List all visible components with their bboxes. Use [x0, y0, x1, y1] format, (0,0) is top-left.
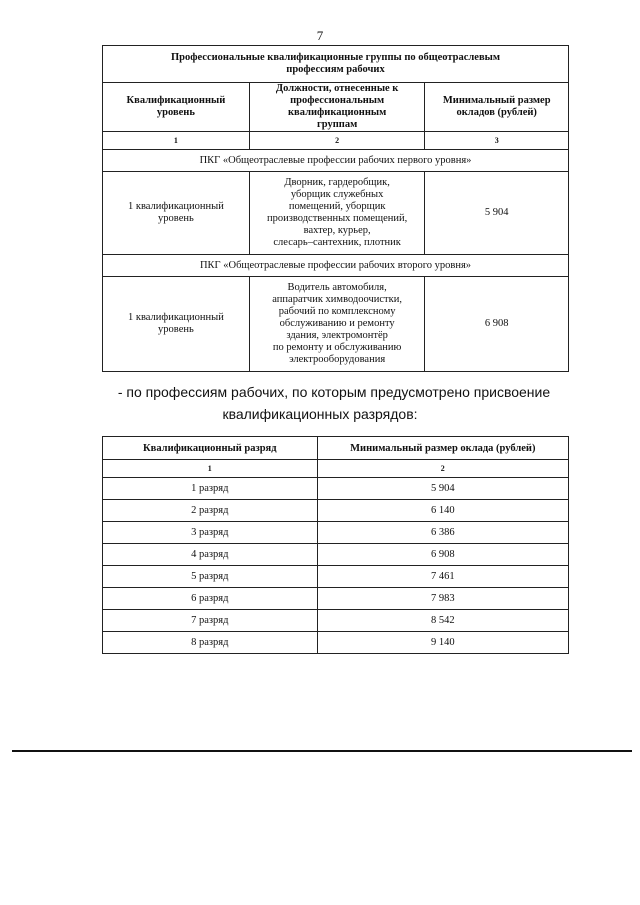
- group-positions: [249, 277, 425, 372]
- grade-cell: 1 разряд: [103, 478, 318, 500]
- grade-cell: 7 разряд: [103, 610, 318, 632]
- table1-colnum-2: 2: [249, 132, 425, 150]
- group-name: ПКГ «Общеотраслевые профессии рабочих второго уровня»: [103, 255, 569, 277]
- table-row: [103, 522, 569, 544]
- grade-cell: 5 разряд: [103, 566, 318, 588]
- intro-line-2: квалификационных разрядов:: [222, 406, 418, 422]
- group-salary: 6 908: [425, 277, 569, 372]
- salary-cell: 7 461: [317, 566, 568, 588]
- position-line: уборщик служебных: [290, 189, 384, 200]
- position-line: аппаратчик химводоочистки,: [272, 294, 402, 305]
- table-row: [103, 610, 569, 632]
- table2-colnum-1: 1: [103, 460, 318, 478]
- salary-cell: 6 908: [317, 544, 568, 566]
- grade-cell: 2 разряд: [103, 500, 318, 522]
- page-number: 7: [316, 28, 324, 43]
- qualification-grades-table: [102, 436, 569, 654]
- table-row: [103, 588, 569, 610]
- position-line: производственных помещений,: [267, 213, 408, 224]
- table1-colnum-3: 3: [425, 132, 569, 150]
- table-row: [103, 632, 569, 654]
- position-line: помещений, уборщик: [288, 201, 386, 212]
- group-salary: 5 904: [425, 172, 569, 255]
- table2-colnum-2: 2: [317, 460, 568, 478]
- position-line: Дворник, гардеробщик,: [284, 177, 390, 188]
- footer-divider: [12, 750, 632, 752]
- table-row: [103, 500, 569, 522]
- group-positions: [249, 172, 425, 255]
- grade-cell: 8 разряд: [103, 632, 318, 654]
- position-line: слесарь–сантехник, плотник: [273, 237, 401, 248]
- table1-header-level: Квалификационный уровень: [103, 83, 250, 132]
- table2-header-salary: Минимальный размер оклада (рублей): [317, 437, 568, 460]
- salary-cell: 5 904: [317, 478, 568, 500]
- salary-cell: 8 542: [317, 610, 568, 632]
- intro-line-1: - по профессиям рабочих, по которым предусмотрено присвоение: [117, 384, 551, 400]
- grade-cell: 3 разряд: [103, 522, 318, 544]
- table-row: [103, 566, 569, 588]
- table1-title: Профессиональные квалификационные группы по общеотраслевым профессиям рабочих: [103, 46, 569, 83]
- table2-header-grade: Квалификационный разряд: [103, 437, 318, 460]
- salary-cell: 7 983: [317, 588, 568, 610]
- position-line: вахтер, курьер,: [303, 225, 371, 236]
- salary-cell: 9 140: [317, 632, 568, 654]
- table-row: [103, 544, 569, 566]
- salary-cell: 6 386: [317, 522, 568, 544]
- qualification-groups-table: [102, 45, 569, 372]
- position-line: электрооборудования: [289, 354, 386, 365]
- grade-cell: 6 разряд: [103, 588, 318, 610]
- position-line: Водитель автомобиля,: [287, 282, 387, 293]
- position-line: по ремонту и обслуживанию: [272, 342, 402, 353]
- table1-colnum-1: 1: [103, 132, 250, 150]
- table-row: [103, 478, 569, 500]
- table1-header-positions: Должности, отнесенные к профессиональным квалификационным группам: [249, 83, 425, 132]
- salary-cell: 6 140: [317, 500, 568, 522]
- group-level: 1 квалификационный уровень: [103, 277, 250, 372]
- position-line: рабочий по комплексному: [278, 306, 396, 317]
- grade-cell: 4 разряд: [103, 544, 318, 566]
- position-line: здания, электромонтёр: [286, 330, 388, 341]
- position-line: обслуживанию и ремонту: [279, 318, 395, 329]
- table1-header-salary: Минимальный размер окладов (рублей): [425, 83, 569, 132]
- group-level: 1 квалификационный уровень: [103, 172, 250, 255]
- group-name: ПКГ «Общеотраслевые профессии рабочих первого уровня»: [103, 150, 569, 172]
